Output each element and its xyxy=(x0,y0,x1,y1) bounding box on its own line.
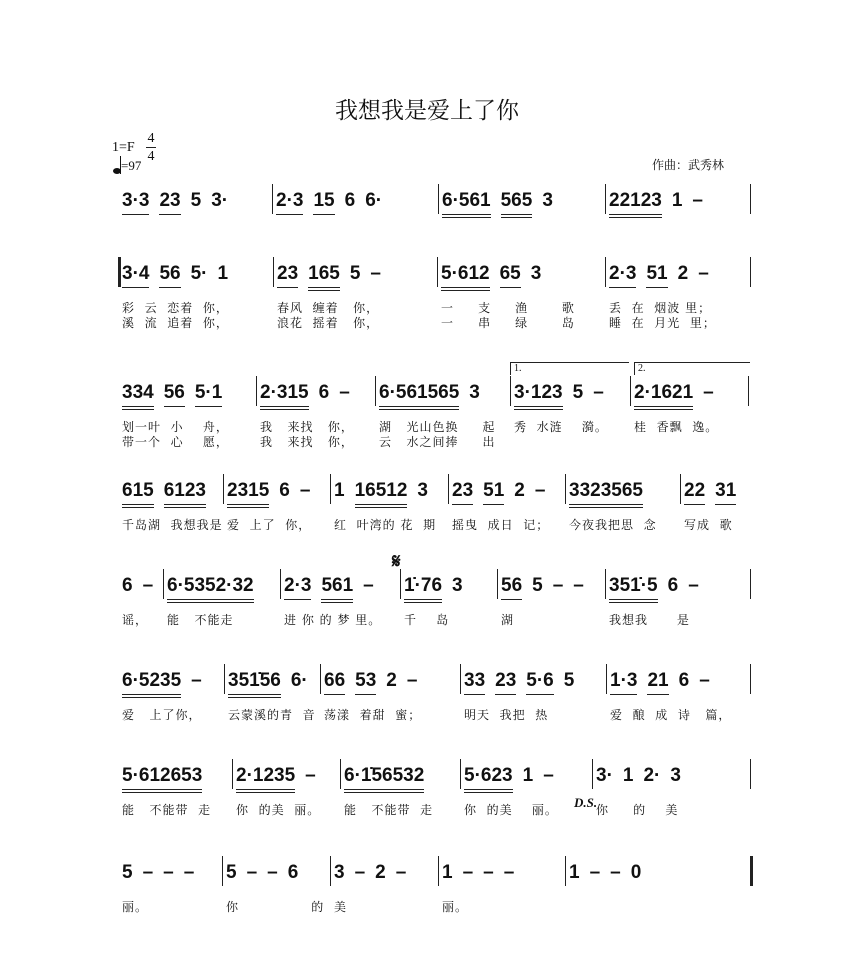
note-group: – xyxy=(191,670,202,691)
note-group: 351̇56 xyxy=(228,670,281,698)
note-group: – xyxy=(692,190,703,211)
measure xyxy=(226,862,330,888)
lyric-line: 湖 光山色换 起 xyxy=(379,420,496,434)
measure xyxy=(122,480,223,506)
lyric-line: 我想我 是 xyxy=(609,613,690,627)
lyric-line: 你 的美 丽。 xyxy=(464,803,558,817)
measure xyxy=(277,263,437,289)
lyric-line: 丽。 xyxy=(122,900,149,914)
note-group: 15 xyxy=(313,190,334,215)
measure xyxy=(452,480,565,506)
note-group: 1 xyxy=(442,862,453,883)
note-group: 23 xyxy=(495,670,516,695)
barline xyxy=(750,759,751,789)
ds-marking: D.S. xyxy=(574,795,598,810)
note-group: 65 xyxy=(500,263,521,288)
note-group: 2 xyxy=(677,263,689,284)
note-group: – xyxy=(406,670,418,691)
note-group: – xyxy=(589,862,601,883)
note-group: 334 xyxy=(122,382,154,410)
note-group: 2 xyxy=(514,480,525,501)
note-group: 6·1̇56532 xyxy=(344,765,424,793)
barline xyxy=(320,664,321,694)
barline xyxy=(565,856,566,886)
tempo-value: =97 xyxy=(121,158,142,173)
measure xyxy=(122,575,163,601)
measure xyxy=(334,480,448,506)
lyric-line: 能 不能带 走 xyxy=(122,803,212,817)
lyric-line: 荡漾 着甜 蜜； xyxy=(324,708,422,722)
note-group: 6 xyxy=(122,575,133,596)
note-group: 3· xyxy=(596,765,613,786)
lyric-line: 桂 香飘 逸。 xyxy=(634,420,719,434)
note-group: 2·1621 xyxy=(634,382,693,410)
barline xyxy=(438,856,439,886)
measure xyxy=(609,190,750,216)
measure xyxy=(609,575,750,601)
barline xyxy=(565,474,566,504)
note-group: 1 xyxy=(671,190,683,211)
measure xyxy=(228,670,320,696)
note-group: 1 xyxy=(522,765,534,786)
note-group: – xyxy=(395,862,407,883)
note-group: 565 xyxy=(501,190,533,218)
note-group: 33 xyxy=(464,670,485,695)
note-group: 3·3 xyxy=(122,190,149,215)
note-group: 5· xyxy=(190,263,208,284)
lyric-line: 进 你 的 梦 里。 xyxy=(284,613,382,627)
time-top: 4 xyxy=(147,131,155,146)
note-group: 51 xyxy=(646,263,667,288)
lyric-line: 我 来找 你， xyxy=(260,435,354,449)
note-group: 56 xyxy=(164,382,185,407)
measure xyxy=(122,382,256,408)
key-signature: 1=F xyxy=(112,140,135,155)
note-group: 6·5235 xyxy=(122,670,181,698)
lyric-line: 明天 我把 热 xyxy=(464,708,549,722)
note-group: 6·561565 xyxy=(379,382,459,410)
lyric-line: 睡 在 月光 里； xyxy=(609,316,716,330)
measure xyxy=(442,862,565,888)
note-group: – xyxy=(610,862,621,883)
measure xyxy=(344,765,460,791)
note-group: 3323565 xyxy=(569,480,643,508)
lyric-line: 带一个 心 愿， xyxy=(122,435,229,449)
measure xyxy=(122,765,232,791)
barline xyxy=(750,184,751,214)
lyric-line: 丢 在 烟波 里； xyxy=(609,301,712,315)
measure xyxy=(442,190,605,216)
note-group: 3 xyxy=(452,575,463,596)
barline xyxy=(438,184,439,214)
measure xyxy=(610,670,750,696)
barline xyxy=(272,184,273,214)
lyric-line: 美 xyxy=(334,900,348,914)
note-group: 1̇·76 xyxy=(404,575,442,603)
note-group: 3 xyxy=(417,480,428,501)
note-group: 3 xyxy=(542,190,553,211)
lyric-line: 爱 酿 成 诗 篇， xyxy=(610,708,732,722)
note-group: – xyxy=(593,382,604,403)
lyric-line: 你 的 美 xyxy=(596,803,679,817)
barline xyxy=(223,474,224,504)
note-group: 16512 xyxy=(355,480,408,508)
measure xyxy=(324,670,460,696)
note-group: – xyxy=(246,862,258,883)
note-group: 23 xyxy=(159,190,180,215)
note-head-icon xyxy=(113,168,121,174)
song-title: 我想我是爱上了你 xyxy=(335,98,519,124)
note-group: 23 xyxy=(277,263,298,288)
tempo-marking xyxy=(112,156,141,174)
lyric-line: 红 叶湾的 花 期 xyxy=(334,518,437,532)
lyric-line: 湖 xyxy=(501,613,515,627)
volta-2: 2. xyxy=(634,362,750,375)
note-group: 5 xyxy=(226,862,237,883)
note-group: 2·3 xyxy=(609,263,636,288)
note-group: 6 xyxy=(279,480,290,501)
barline xyxy=(330,856,331,886)
barline xyxy=(163,569,164,599)
barline xyxy=(680,474,681,504)
lyric-line: 爱 上了你， xyxy=(122,708,202,722)
measure xyxy=(122,263,273,289)
note-group: 5·1 xyxy=(195,382,222,407)
note-group: – xyxy=(267,862,278,883)
measure xyxy=(609,263,750,289)
note-group: 21 xyxy=(647,670,668,695)
measure xyxy=(404,575,497,601)
barline xyxy=(400,569,401,599)
note-group: 6·5352·32 xyxy=(167,575,254,603)
measure xyxy=(596,765,750,791)
note-group: 3·4 xyxy=(122,263,149,288)
measure xyxy=(122,190,272,216)
barline xyxy=(280,569,281,599)
lyric-line: 彩 云 恋着 你， xyxy=(122,301,229,315)
lyric-line: 爱 上了 你， xyxy=(227,518,312,532)
note-group: 0 xyxy=(630,862,642,883)
note-group: – xyxy=(573,575,584,596)
barline xyxy=(605,257,606,287)
note-group: – xyxy=(354,862,366,883)
note-group: 6 xyxy=(318,382,330,403)
measure xyxy=(464,765,592,791)
barline xyxy=(330,474,331,504)
measure xyxy=(122,670,224,696)
barline xyxy=(437,257,438,287)
lyric-line: 你 的 xyxy=(226,900,325,914)
barline xyxy=(497,569,498,599)
note-group: 6·561 xyxy=(442,190,491,218)
note-group: 6123 xyxy=(164,480,206,508)
note-group: 66 xyxy=(324,670,345,695)
note-group: – xyxy=(483,862,494,883)
note-group: 56 xyxy=(501,575,522,600)
note-group: 1·3 xyxy=(610,670,637,695)
measure xyxy=(227,480,330,506)
note-group: 56 xyxy=(159,263,180,288)
barline xyxy=(592,759,593,789)
barline xyxy=(750,856,753,886)
note-group: – xyxy=(183,862,195,883)
note-group: 351̇·5 xyxy=(609,575,658,603)
note-group: – xyxy=(698,263,709,284)
note-group: 5 xyxy=(532,575,543,596)
time-bottom: 4 xyxy=(147,149,155,164)
lyric-line: 云蒙溪的青 音 xyxy=(228,708,316,722)
measure xyxy=(379,382,510,408)
barline xyxy=(224,664,225,694)
barline xyxy=(630,376,631,406)
note-group: 5·612653 xyxy=(122,765,202,793)
measure xyxy=(441,263,605,289)
note-group: 2·1235 xyxy=(236,765,295,793)
note-group: 5 xyxy=(349,263,361,284)
note-group: – xyxy=(299,480,311,501)
lyric-line: 千岛湖 我想我是 xyxy=(122,518,223,532)
barline xyxy=(256,376,257,406)
note-group: – xyxy=(142,575,154,596)
barline xyxy=(232,759,233,789)
composer: 作曲：武秀林 xyxy=(652,158,725,172)
note-group: 6 xyxy=(287,862,299,883)
lyric-line: 云 水之间捧 出 xyxy=(379,435,496,449)
measure xyxy=(684,480,750,506)
measure xyxy=(464,670,606,696)
note-group: 3 xyxy=(334,862,345,883)
measure xyxy=(122,862,222,888)
measure xyxy=(334,862,438,888)
lyric-line: 千 岛 xyxy=(404,613,450,627)
barline xyxy=(448,474,449,504)
barline xyxy=(460,759,461,789)
lyric-line: 秀 水涟 漪。 xyxy=(514,420,608,434)
measure xyxy=(501,575,605,601)
note-group: – xyxy=(699,670,710,691)
note-group: 3·123 xyxy=(514,382,563,410)
note-group: 5·612 xyxy=(441,263,490,291)
note-group: 31 xyxy=(715,480,736,505)
measure xyxy=(569,862,750,888)
note-group: 1 xyxy=(334,480,345,501)
barline xyxy=(750,569,751,599)
measure xyxy=(260,382,375,408)
note-group: – xyxy=(503,862,515,883)
barline xyxy=(460,664,461,694)
note-group: 6 xyxy=(667,575,679,596)
barline xyxy=(750,664,751,694)
lyric-line: 能 不能带 走 xyxy=(344,803,434,817)
lyric-line: 溪 流 追着 你， xyxy=(122,316,229,330)
note-group: 615 xyxy=(122,480,154,508)
note-group: – xyxy=(305,765,316,786)
note-group: 561 xyxy=(321,575,353,603)
measure xyxy=(167,575,280,601)
volta-1: 1. xyxy=(510,362,629,375)
note-group: – xyxy=(163,862,174,883)
note-group: 3· xyxy=(211,190,229,211)
note-group: 51 xyxy=(483,480,504,505)
note-group: 5 xyxy=(563,670,575,691)
lyric-line: 春风 缠着 你， xyxy=(277,301,380,315)
lyric-line: 浪花 摇着 你， xyxy=(277,316,380,330)
note-group: 2· xyxy=(643,765,661,786)
barline xyxy=(340,759,341,789)
note-group: 1 xyxy=(217,263,229,284)
lyric-line: 你 的美 丽。 xyxy=(236,803,321,817)
note-group: – xyxy=(370,263,381,284)
measure xyxy=(284,575,400,601)
measure xyxy=(634,382,748,408)
lyric-line: 一 支 渔 歌 xyxy=(441,301,575,315)
lyric-line: 划一叶 小 舟， xyxy=(122,420,229,434)
measure xyxy=(236,765,340,791)
note-group: 53 xyxy=(355,670,376,695)
barline xyxy=(510,376,511,406)
barline xyxy=(375,376,376,406)
note-group: – xyxy=(462,862,474,883)
barline xyxy=(222,856,223,886)
lyric-line: 谣， xyxy=(122,613,149,627)
note-group: 1 xyxy=(622,765,634,786)
barline xyxy=(606,664,607,694)
note-group: – xyxy=(534,480,546,501)
note-group: 2·3 xyxy=(276,190,303,215)
note-group: 22 xyxy=(684,480,705,505)
note-group: 3 xyxy=(530,263,542,284)
note-group: 5·6 xyxy=(526,670,553,695)
note-group: – xyxy=(339,382,350,403)
note-group: 2·315 xyxy=(260,382,309,410)
note-group: 5 xyxy=(122,862,133,883)
time-signature xyxy=(146,130,156,165)
measure xyxy=(276,190,438,216)
note-group: 22123 xyxy=(609,190,662,218)
note-group: 6 xyxy=(678,670,690,691)
note-group: – xyxy=(688,575,699,596)
barline xyxy=(273,257,274,287)
note-group: 5 xyxy=(190,190,202,211)
barline xyxy=(605,569,606,599)
barline xyxy=(750,257,751,287)
measure xyxy=(569,480,680,506)
measure xyxy=(514,382,630,408)
note-group: 2 xyxy=(375,862,386,883)
note-group: – xyxy=(543,765,554,786)
note-group: – xyxy=(552,575,564,596)
note-group: – xyxy=(703,382,714,403)
note-group: 3 xyxy=(670,765,681,786)
barline xyxy=(605,184,606,214)
note-group: 3 xyxy=(469,382,480,403)
note-group: 5 xyxy=(572,382,584,403)
lyric-line: 能 不能走 xyxy=(167,613,234,627)
note-group: 165 xyxy=(308,263,340,291)
note-group: – xyxy=(142,862,154,883)
note-group: 5·623 xyxy=(464,765,513,793)
note-group: – xyxy=(363,575,374,596)
lyric-line: 摇曳 成日 记； xyxy=(452,518,550,532)
lyric-line: 丽。 xyxy=(442,900,469,914)
segno-icon: 𝄋 xyxy=(392,549,401,573)
barline xyxy=(748,376,749,406)
lyric-line: 今夜我把思 念 xyxy=(569,518,657,532)
note-group: 2·3 xyxy=(284,575,311,600)
note-group: 1 xyxy=(569,862,580,883)
barline xyxy=(118,257,119,287)
lyric-line: 我 来找 你， xyxy=(260,420,354,434)
lyric-line: 写成 歌 xyxy=(684,518,733,532)
note-group: 2 xyxy=(386,670,397,691)
note-group: 6· xyxy=(365,190,383,211)
note-group: 6· xyxy=(290,670,308,691)
note-group: 23 xyxy=(452,480,473,505)
lyric-line: 一 串 绿 岛 xyxy=(441,316,575,330)
note-group: 6 xyxy=(344,190,356,211)
note-group: 2315 xyxy=(227,480,269,508)
